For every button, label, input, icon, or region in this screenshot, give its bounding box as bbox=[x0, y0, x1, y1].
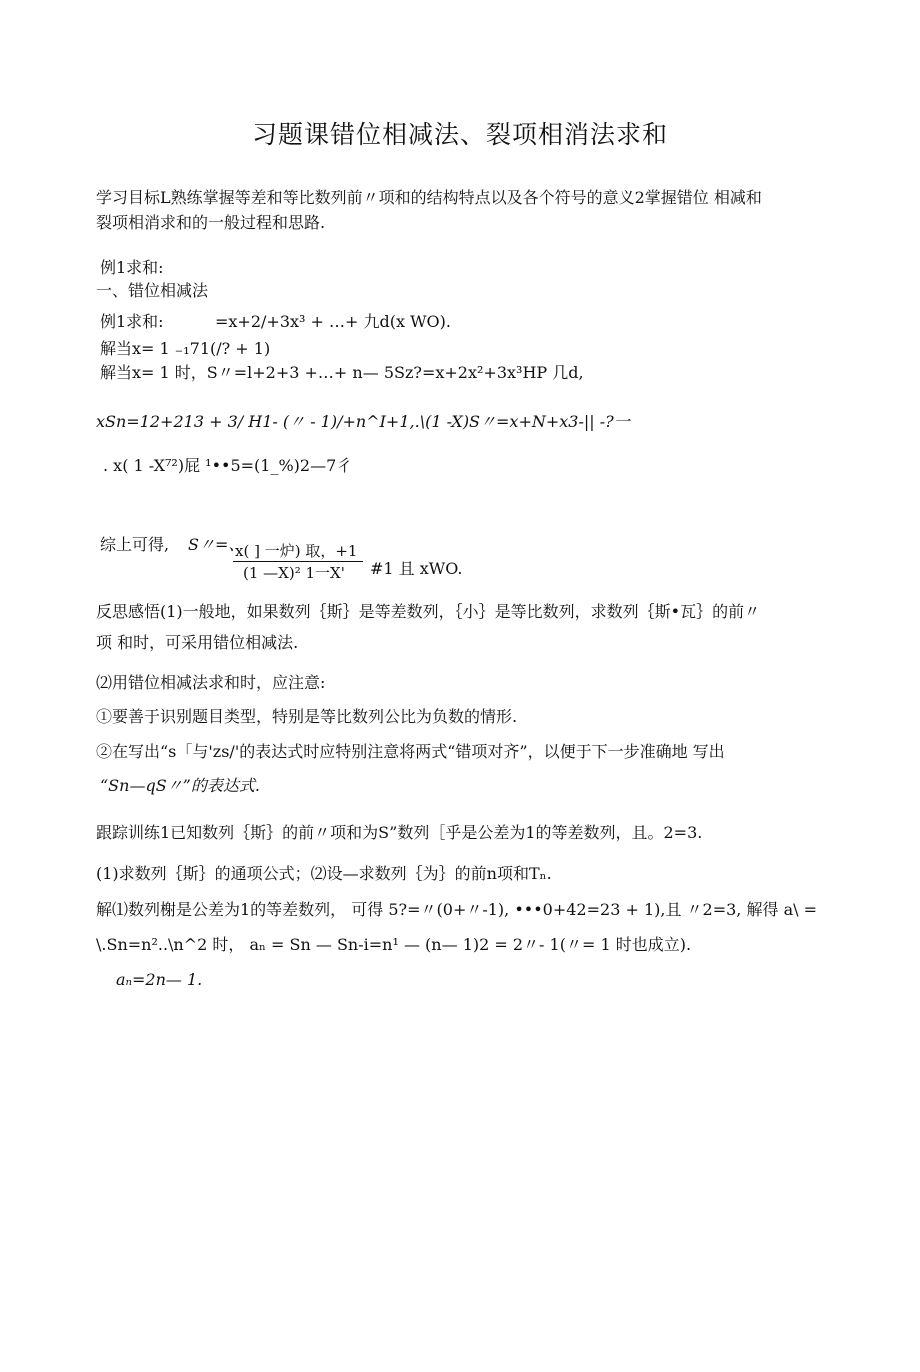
example1-expression: =x+2/+3x³ + …+ 九d(x WO). bbox=[215, 312, 451, 331]
training-line-1: 跟踪训练1已知数列｛斯｝的前〃项和为S”数列［乎是公差为1的等差数列，且。2=3. bbox=[96, 823, 703, 842]
page-title: 习题课错位相减法、裂项相消法求和 bbox=[251, 120, 668, 149]
solution-line-3: xSn=12+213 + 3/ H1- (〃 - 1)/+n^I+1,.\(1 -X)S〃=x+N+x3-|| -?一 bbox=[96, 412, 630, 431]
reflection-line-1: 反思感悟(1)一般地，如果数列｛斯｝是等差数列，｛小｝是等比数列，求数列｛斯•瓦｝的前〃 bbox=[96, 602, 761, 621]
reflection-line-2: 项 和时，可采用错位相减法. bbox=[96, 633, 299, 652]
section-heading-dislocation-subtraction: 一、错位相减法 bbox=[96, 281, 209, 300]
reflection-line-6: “Sn—qS〃”的表达式. bbox=[100, 776, 260, 795]
solution-line-2: 解当x= 1 时，S〃=l+2+3 +…+ n— 5Sz?=x+2x²+3x³HP 几d, bbox=[100, 363, 584, 382]
example1-label: 例1求和: bbox=[100, 312, 164, 331]
solution-line-4: . x( 1 -X⁷²)屁 ¹••5=(1_%)2—7彳 bbox=[103, 456, 353, 475]
training-line-5: aₙ=2n— 1. bbox=[116, 970, 203, 989]
training-line-3: 解⑴数列榭是公差为1的等差数列， 可得 5?=〃(0+〃-1), •••0+42=23 + 1),且 〃2=3, 解得 a\ = bbox=[96, 900, 817, 919]
solution-line-1: 解当x= 1 ₋₁71(/? + 1) bbox=[100, 339, 271, 358]
example-header: 例1求和: bbox=[100, 258, 164, 277]
summary-fraction bbox=[233, 541, 363, 584]
objective-line-2: 裂项相消求和的一般过程和思路. bbox=[96, 213, 326, 232]
reflection-line-5: ②在写出“s「与'zs/'的表达式时应特别注意将两式“错项对齐”，以便于下一步准确地 写出 bbox=[96, 742, 725, 761]
reflection-line-3: ⑵用错位相减法求和时，应注意: bbox=[96, 673, 326, 692]
summary-label: 综上可得, bbox=[100, 535, 170, 554]
reflection-line-4: ①要善于识别题目类型，特别是等比数列公比为负数的情形. bbox=[96, 707, 518, 726]
training-line-2: (1)求数列｛斯｝的通项公式；⑵设—求数列｛为｝的前n项和Tₙ. bbox=[96, 864, 552, 883]
fraction-denominator: (1 —X)² 1一X' bbox=[243, 564, 345, 582]
fraction-numerator: x( ] 一炉) 取，+1 bbox=[233, 541, 363, 562]
training-line-4: \.Sn=n²..\n^2 时， aₙ = Sn — Sn-i=n¹ — (n— 1)2 = 2〃- 1(〃= 1 时也成立). bbox=[96, 935, 692, 954]
objective-line-1: 学习目标L熟练掌握等差和等比数列前〃项和的结构特点以及各个符号的意义2掌握错位 相减和 bbox=[96, 188, 762, 207]
summary-lhs: S〃=、 bbox=[188, 535, 245, 554]
summary-condition: #1 且 xWO. bbox=[370, 559, 463, 578]
